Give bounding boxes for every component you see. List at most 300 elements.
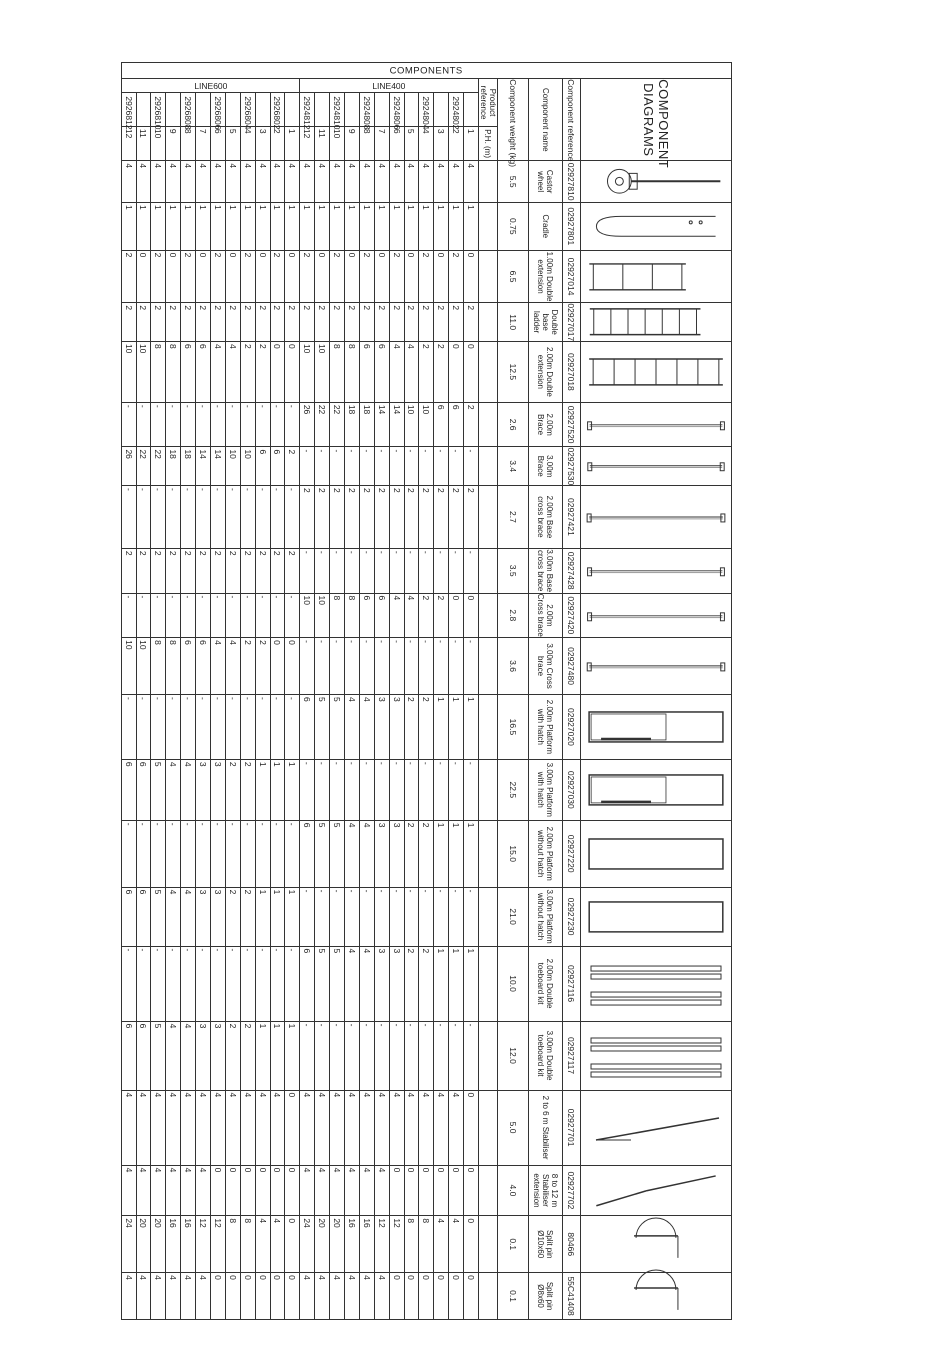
quantity-cell: 0	[285, 1090, 300, 1165]
table-row	[181, 63, 196, 1320]
quantity-cell: 0	[404, 1165, 419, 1216]
component-name: Cradle	[529, 202, 563, 250]
quantity-cell: -	[255, 820, 270, 887]
quantity-cell: 4	[449, 1090, 464, 1165]
quantity-cell: 4	[389, 593, 404, 638]
subheader-blank	[479, 820, 498, 887]
quantity-cell: 4	[404, 593, 419, 638]
quantity-cell: 1	[449, 820, 464, 887]
quantity-cell: 4	[255, 1090, 270, 1165]
platform-height: 10	[151, 126, 166, 161]
quantity-cell: 8	[166, 341, 181, 402]
quantity-cell: -	[136, 593, 151, 638]
quantity-cell: 14	[374, 402, 389, 447]
quantity-cell: 0	[389, 1165, 404, 1216]
quantity-cell: 3	[196, 1021, 211, 1090]
quantity-cell: 1	[270, 887, 285, 946]
quantity-cell: -	[196, 820, 211, 887]
quantity-cell: -	[285, 485, 300, 548]
quantity-cell: 4	[136, 1165, 151, 1216]
quantity-cell: -	[434, 638, 449, 695]
quantity-cell: 8	[166, 638, 181, 695]
component-diagram	[581, 1273, 732, 1320]
quantity-cell: 4	[359, 161, 374, 203]
quantity-cell: 1	[255, 202, 270, 250]
quantity-cell: 4	[434, 161, 449, 203]
quantity-cell: 4	[121, 161, 136, 203]
quantity-cell: 26	[121, 447, 136, 486]
component-weight: 2.7	[498, 485, 529, 548]
toeboard-kit-icon	[581, 1022, 731, 1090]
quantity-cell: 2	[389, 303, 404, 342]
quantity-cell: -	[404, 887, 419, 946]
table-row	[404, 63, 419, 1320]
quantity-cell: 1	[389, 202, 404, 250]
product-reference	[344, 93, 359, 126]
quantity-cell: 10	[315, 341, 330, 402]
quantity-cell: 6	[359, 341, 374, 402]
subheader-blank	[479, 759, 498, 820]
quantity-cell: 0	[449, 593, 464, 638]
quantity-cell: 4	[151, 1090, 166, 1165]
quantity-cell: -	[196, 402, 211, 447]
component-name: Castor wheel	[529, 161, 563, 203]
component-reference: 02927421	[563, 485, 581, 548]
quantity-cell: 4	[210, 638, 225, 695]
quantity-cell: 4	[300, 1090, 315, 1165]
component-weight: 3.4	[498, 447, 529, 486]
quantity-cell: 3	[374, 820, 389, 887]
table-row	[136, 63, 151, 1320]
platform-height: 7	[374, 126, 389, 161]
quantity-cell: 6	[196, 341, 211, 402]
quantity-cell: 2	[285, 447, 300, 486]
quantity-cell: 8	[344, 341, 359, 402]
platform-height: 3	[255, 126, 270, 161]
quantity-cell: 4	[166, 161, 181, 203]
quantity-cell: 22	[330, 402, 345, 447]
quantity-cell: -	[136, 694, 151, 759]
product-reference	[166, 93, 181, 126]
quantity-cell: 4	[315, 1165, 330, 1216]
quantity-cell: 2	[300, 303, 315, 342]
table-row	[389, 63, 404, 1320]
component-diagram	[581, 1021, 732, 1090]
quantity-cell: 1	[449, 694, 464, 759]
quantity-cell: 4	[196, 1090, 211, 1165]
quantity-cell: -	[330, 447, 345, 486]
quantity-cell: 4	[359, 1273, 374, 1320]
quantity-cell: -	[196, 593, 211, 638]
quantity-cell: 4	[359, 1090, 374, 1165]
quantity-cell: -	[285, 694, 300, 759]
component-diagram	[581, 887, 732, 946]
quantity-cell: 20	[330, 1216, 345, 1273]
quantity-cell: 2	[344, 485, 359, 548]
quantity-cell: 1	[434, 820, 449, 887]
quantity-cell: -	[449, 1021, 464, 1090]
subheader-blank	[479, 303, 498, 342]
quantity-cell: 4	[434, 1216, 449, 1273]
quantity-cell: 0	[434, 250, 449, 303]
quantity-cell: 2	[330, 250, 345, 303]
quantity-cell: -	[315, 447, 330, 486]
product-reference: 2924808	[359, 93, 374, 126]
quantity-cell: 2	[344, 303, 359, 342]
quantity-cell: 0	[464, 1273, 479, 1320]
platform-height: 8	[181, 126, 196, 161]
quantity-cell: 2	[240, 548, 255, 593]
quantity-cell: 2	[404, 303, 419, 342]
quantity-cell: 6	[300, 694, 315, 759]
table-row	[359, 63, 374, 1320]
quantity-cell: -	[121, 402, 136, 447]
quantity-cell: -	[225, 402, 240, 447]
quantity-cell: 2	[389, 250, 404, 303]
quantity-cell: -	[315, 1021, 330, 1090]
quantity-cell: 4	[210, 161, 225, 203]
component-weight: 16.5	[498, 694, 529, 759]
quantity-cell: 2	[255, 548, 270, 593]
quantity-cell: -	[344, 447, 359, 486]
quantity-cell: 4	[330, 1165, 345, 1216]
quantity-cell: 4	[181, 1021, 196, 1090]
quantity-cell: 2	[449, 485, 464, 548]
quantity-cell: 0	[210, 1165, 225, 1216]
quantity-cell: 1	[464, 946, 479, 1021]
quantity-cell: 2	[359, 250, 374, 303]
side-label: COMPONENTS	[121, 63, 731, 79]
components-table	[121, 62, 732, 1320]
product-reference: 2924806	[389, 93, 404, 126]
component-name: 2.00m Base cross brace	[529, 485, 563, 548]
quantity-cell: 1	[166, 202, 181, 250]
quantity-cell: -	[240, 694, 255, 759]
quantity-cell: -	[330, 887, 345, 946]
component-weight: 15.0	[498, 820, 529, 887]
quantity-cell: 6	[270, 447, 285, 486]
quantity-cell: 10	[225, 447, 240, 486]
quantity-cell: 0	[285, 1165, 300, 1216]
quantity-cell: -	[449, 548, 464, 593]
quantity-cell: -	[181, 946, 196, 1021]
quantity-cell: 1	[121, 202, 136, 250]
quantity-cell: 12	[196, 1216, 211, 1273]
quantity-cell: 14	[210, 447, 225, 486]
quantity-cell: 0	[225, 1273, 240, 1320]
table-row	[210, 63, 225, 1320]
component-diagram	[581, 485, 732, 548]
quantity-cell: 2	[240, 638, 255, 695]
quantity-cell: 2	[419, 593, 434, 638]
quantity-cell: -	[374, 638, 389, 695]
product-reference: 2926802	[270, 93, 285, 126]
quantity-cell: 6	[300, 820, 315, 887]
component-weight: 6.5	[498, 250, 529, 303]
quantity-cell: 2	[225, 303, 240, 342]
quantity-cell: 8	[240, 1216, 255, 1273]
quantity-cell: -	[255, 485, 270, 548]
quantity-cell: -	[330, 548, 345, 593]
quantity-cell: 4	[374, 1090, 389, 1165]
component-name: 3.00m Base cross brace	[529, 548, 563, 593]
quantity-cell: 8	[404, 1216, 419, 1273]
quantity-cell: -	[270, 402, 285, 447]
quantity-cell: -	[464, 638, 479, 695]
quantity-cell: -	[434, 887, 449, 946]
reference-row	[563, 63, 581, 1320]
table-row	[300, 63, 315, 1320]
component-weight: 0.1	[498, 1273, 529, 1320]
quantity-cell: 16	[359, 1216, 374, 1273]
quantity-cell: 1	[196, 202, 211, 250]
quantity-cell: 2	[434, 593, 449, 638]
platform-height: 5	[404, 126, 419, 161]
component-reference: 02927801	[563, 202, 581, 250]
quantity-cell: 4	[181, 1165, 196, 1216]
quantity-cell: -	[121, 694, 136, 759]
subheader-blank	[479, 1165, 498, 1216]
product-reference	[374, 93, 389, 126]
quantity-cell: -	[374, 1021, 389, 1090]
quantity-cell: 2	[434, 341, 449, 402]
split-pin-icon	[581, 1273, 731, 1319]
platform-height: 6	[389, 126, 404, 161]
quantity-cell: 0	[285, 1273, 300, 1320]
quantity-cell: -	[300, 548, 315, 593]
quantity-cell: 2	[374, 303, 389, 342]
product-reference: 2926812	[121, 93, 136, 126]
quantity-cell: 4	[255, 1216, 270, 1273]
double-extension-2m-icon	[581, 342, 731, 402]
quantity-cell: 0	[404, 1273, 419, 1320]
quantity-cell: 4	[419, 1090, 434, 1165]
quantity-cell: 4	[181, 759, 196, 820]
quantity-cell: 10	[315, 593, 330, 638]
quantity-cell: -	[225, 485, 240, 548]
quantity-cell: 8	[225, 1216, 240, 1273]
quantity-cell: 3	[210, 1021, 225, 1090]
quantity-cell: 4	[315, 1090, 330, 1165]
quantity-cell: 4	[300, 1273, 315, 1320]
quantity-cell: 4	[330, 1090, 345, 1165]
quantity-cell: 1	[300, 202, 315, 250]
quantity-cell: 2	[300, 250, 315, 303]
component-reference: 02927116	[563, 946, 581, 1021]
component-weight: 0.75	[498, 202, 529, 250]
quantity-cell: 1	[315, 202, 330, 250]
cradle-icon	[581, 203, 731, 250]
table-row	[196, 63, 211, 1320]
quantity-cell: 0	[285, 638, 300, 695]
quantity-cell: 1	[374, 202, 389, 250]
component-weight: 22.5	[498, 759, 529, 820]
cross-brace-icon	[581, 638, 731, 694]
component-name: Split pin Ø8x60	[529, 1273, 563, 1320]
quantity-cell: -	[136, 946, 151, 1021]
quantity-cell: -	[121, 593, 136, 638]
quantity-cell: 6	[255, 447, 270, 486]
quantity-cell: 2	[419, 820, 434, 887]
quantity-cell: -	[121, 485, 136, 548]
quantity-cell: 0	[225, 250, 240, 303]
quantity-cell: 4	[344, 1090, 359, 1165]
quantity-cell: 1	[285, 887, 300, 946]
quantity-cell: 4	[225, 1090, 240, 1165]
quantity-cell: 2	[240, 341, 255, 402]
quantity-cell: -	[449, 887, 464, 946]
quantity-cell: 0	[225, 1165, 240, 1216]
component-diagram	[581, 402, 732, 447]
quantity-cell: -	[359, 887, 374, 946]
stabiliser-icon	[581, 1091, 731, 1165]
component-reference: 02927220	[563, 820, 581, 887]
table-row	[344, 63, 359, 1320]
quantity-cell: 4	[255, 161, 270, 203]
quantity-cell: 4	[225, 161, 240, 203]
quantity-cell: 2	[136, 303, 151, 342]
quantity-cell: -	[419, 759, 434, 820]
quantity-cell: 4	[166, 1090, 181, 1165]
quantity-cell: 2	[285, 548, 300, 593]
quantity-cell: 4	[166, 1165, 181, 1216]
component-reference: 80466	[563, 1216, 581, 1273]
quantity-cell: -	[136, 402, 151, 447]
quantity-cell: 4	[374, 1165, 389, 1216]
product-reference	[404, 93, 419, 126]
quantity-cell: 10	[136, 638, 151, 695]
quantity-cell: 4	[210, 341, 225, 402]
platform-without-hatch-icon	[581, 821, 731, 887]
component-diagram	[581, 303, 732, 342]
quantity-cell: 1	[449, 202, 464, 250]
quantity-cell: -	[389, 447, 404, 486]
quantity-cell: 2	[464, 485, 479, 548]
quantity-cell: 5	[151, 759, 166, 820]
quantity-cell: 2	[121, 250, 136, 303]
quantity-cell: -	[449, 447, 464, 486]
component-reference: 02927701	[563, 1090, 581, 1165]
quantity-cell: 4	[181, 887, 196, 946]
quantity-cell: -	[270, 485, 285, 548]
component-weight: 5.5	[498, 161, 529, 203]
table-row	[315, 63, 330, 1320]
table-row	[449, 63, 464, 1320]
quantity-cell: 1	[270, 759, 285, 820]
quantity-cell: 2	[389, 485, 404, 548]
quantity-cell: 0	[464, 250, 479, 303]
quantity-cell: 0	[419, 1165, 434, 1216]
quantity-cell: 1	[434, 694, 449, 759]
quantity-cell: -	[374, 887, 389, 946]
quantity-cell: 6	[121, 759, 136, 820]
quantity-cell: 3	[389, 946, 404, 1021]
quantity-cell: -	[315, 548, 330, 593]
component-weight: 4.0	[498, 1165, 529, 1216]
component-diagram	[581, 759, 732, 820]
quantity-cell: 2	[240, 887, 255, 946]
quantity-cell: 2	[419, 250, 434, 303]
quantity-cell: 4	[225, 638, 240, 695]
quantity-cell: -	[151, 694, 166, 759]
quantity-cell: 5	[330, 946, 345, 1021]
quantity-cell: 5	[315, 820, 330, 887]
quantity-cell: 4	[166, 887, 181, 946]
platform-height: 4	[240, 126, 255, 161]
quantity-cell: -	[181, 820, 196, 887]
quantity-cell: -	[225, 946, 240, 1021]
quantity-cell: -	[434, 759, 449, 820]
quantity-cell: -	[255, 946, 270, 1021]
component-name: 3.00m Cross brace	[529, 638, 563, 695]
quantity-cell: 4	[121, 1165, 136, 1216]
quantity-cell: -	[255, 402, 270, 447]
quantity-cell: 0	[434, 1165, 449, 1216]
quantity-cell: 0	[270, 1273, 285, 1320]
quantity-cell: 4	[300, 1165, 315, 1216]
platform-height: 12	[300, 126, 315, 161]
product-reference	[315, 93, 330, 126]
quantity-cell: 3	[196, 887, 211, 946]
table-row	[270, 63, 285, 1320]
quantity-cell: 2	[404, 820, 419, 887]
component-diagram	[581, 946, 732, 1021]
quantity-cell: 8	[330, 593, 345, 638]
quantity-cell: 1	[151, 202, 166, 250]
quantity-cell: 4	[359, 946, 374, 1021]
product-reference	[136, 93, 151, 126]
component-diagram	[581, 593, 732, 638]
quantity-cell: 4	[270, 161, 285, 203]
quantity-cell: 16	[344, 1216, 359, 1273]
component-reference: 02927428	[563, 548, 581, 593]
quantity-cell: -	[210, 820, 225, 887]
cross-brace-icon	[581, 594, 731, 638]
quantity-cell: -	[404, 447, 419, 486]
quantity-cell: 0	[285, 341, 300, 402]
quantity-cell: 3	[210, 887, 225, 946]
quantity-cell: 4	[136, 161, 151, 203]
quantity-cell: 4	[151, 161, 166, 203]
quantity-cell: -	[210, 694, 225, 759]
quantity-cell: -	[240, 946, 255, 1021]
quantity-cell: 16	[166, 1216, 181, 1273]
component-name: Split pin Ø10x60	[529, 1216, 563, 1273]
quantity-cell: -	[240, 402, 255, 447]
component-diagram	[581, 1090, 732, 1165]
subheader-blank	[479, 548, 498, 593]
platform-height: 5	[225, 126, 240, 161]
quantity-cell: 2	[196, 548, 211, 593]
quantity-cell: -	[196, 946, 211, 1021]
quantity-cell: 4	[344, 1165, 359, 1216]
quantity-cell: -	[300, 759, 315, 820]
quantity-cell: 4	[404, 341, 419, 402]
quantity-cell: 0	[449, 1165, 464, 1216]
quantity-cell: 1	[330, 202, 345, 250]
component-diagram	[581, 820, 732, 887]
quantity-cell: 2	[404, 694, 419, 759]
quantity-cell: -	[285, 593, 300, 638]
quantity-cell: 2	[210, 548, 225, 593]
component-name: 8 to 12 m Stabiliser extension	[529, 1165, 563, 1216]
quantity-cell: 6	[121, 1021, 136, 1090]
quantity-cell: 2	[225, 759, 240, 820]
quantity-cell: 4	[196, 161, 211, 203]
table-row	[330, 63, 345, 1320]
quantity-cell: 12	[389, 1216, 404, 1273]
quantity-cell: 6	[181, 638, 196, 695]
